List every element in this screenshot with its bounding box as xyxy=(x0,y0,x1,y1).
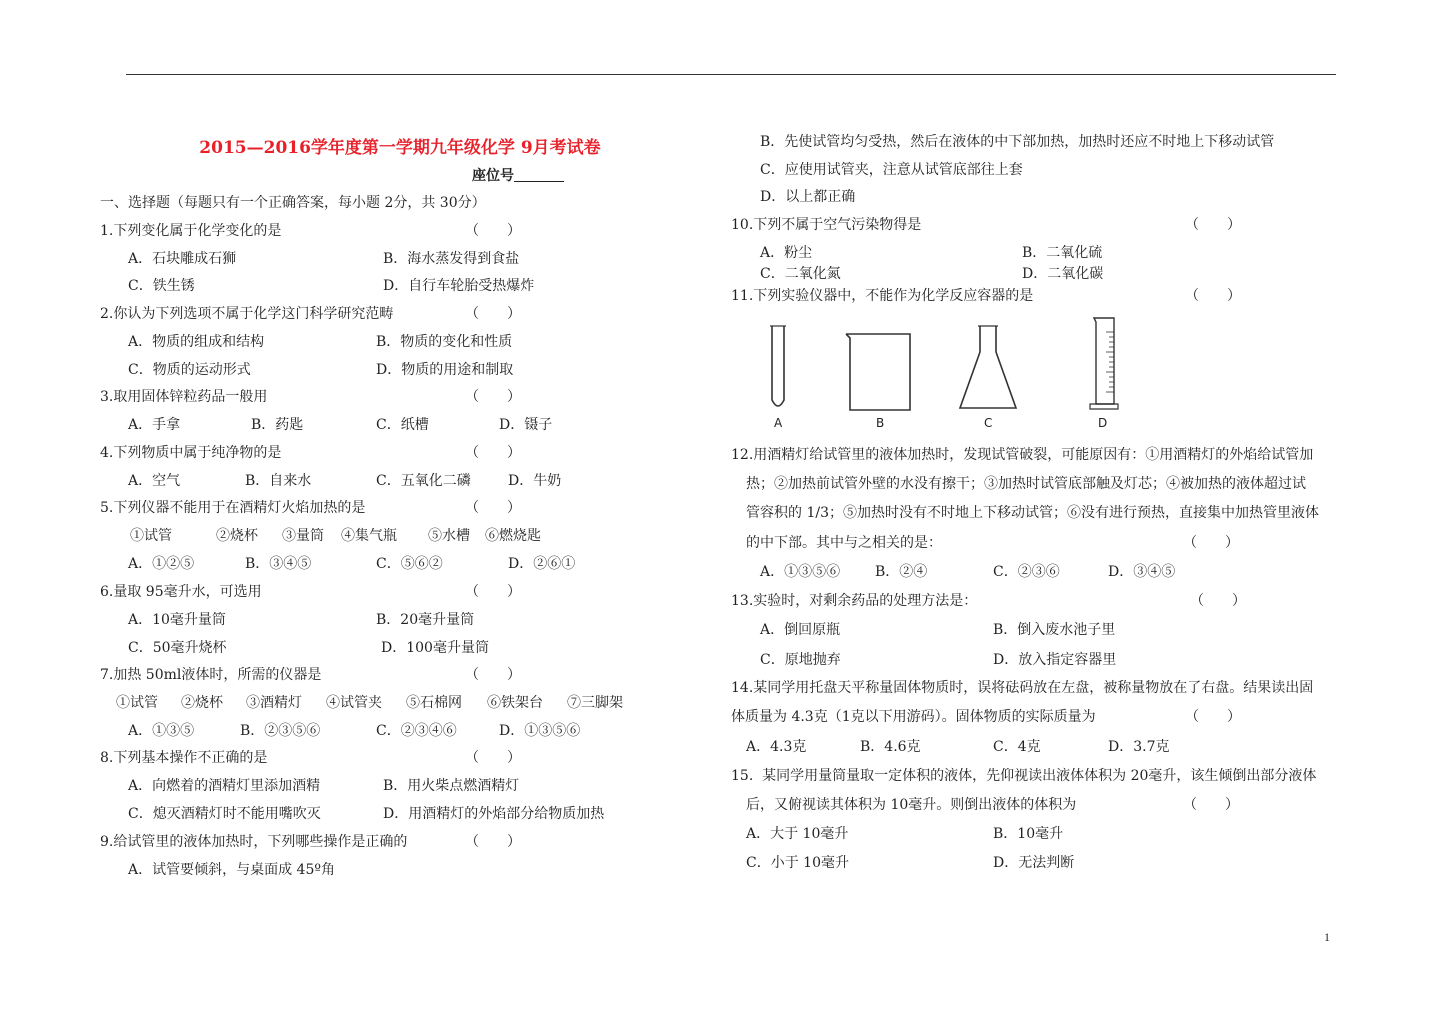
question-stem: 2.你认为下列选项不属于化学这门科学研究范畴 xyxy=(100,306,394,322)
option: A．①③⑤⑥ xyxy=(760,564,841,580)
option: B．二氧化硫 xyxy=(1022,245,1103,261)
beaker-icon xyxy=(846,334,910,410)
question-stem: 5.下列仪器不能用于在酒精灯火焰加热的是 xyxy=(100,500,366,516)
option: A．大于 10毫升 xyxy=(746,826,849,842)
question-line: 的中下部。其中与之相关的是： xyxy=(746,535,942,551)
option: D．二氧化碳 xyxy=(1022,266,1104,282)
option: C．铁生锈 xyxy=(128,278,195,294)
option: C．熄灭酒精灯时不能用嘴吹灭 xyxy=(128,806,321,822)
option: B．倒入废水池子里 xyxy=(993,622,1116,638)
option: C．应使用试管夹，注意从试管底部往上套 xyxy=(760,162,1023,178)
option: C．②③④⑥ xyxy=(376,723,457,739)
question-stem: 11.下列实验仪器中，不能作为化学反应容器的是 xyxy=(731,288,1034,304)
item: ⑦三脚架 xyxy=(567,695,623,711)
option: D．③④⑤ xyxy=(1108,564,1176,580)
question-line: 体质量为 4.3克（1克以下用游码）。固体物质的实际质量为 xyxy=(731,709,1096,725)
question-stem: 6.量取 95毫升水，可选用 xyxy=(100,584,262,600)
question-line: 15. 某同学用量筒量取一定体积的液体，先仰视读出液体体积为 20毫升，该生倾倒出部分液体 xyxy=(731,768,1317,784)
answer-paren: （ ） xyxy=(465,223,521,239)
option: D．用酒精灯的外焰部分给物质加热 xyxy=(383,806,605,822)
item: ③酒精灯 xyxy=(246,695,302,711)
answer-paren: （ ） xyxy=(465,500,521,516)
answer-paren: （ ） xyxy=(465,750,521,766)
question-stem: 8.下列基本操作不正确的是 xyxy=(100,750,268,766)
question-stem: 13.实验时，对剩余药品的处理方法是： xyxy=(731,593,978,609)
item: ⑤水槽 xyxy=(428,528,470,544)
option: D．牛奶 xyxy=(508,473,562,489)
option: D．无法判断 xyxy=(993,855,1075,871)
option: A．粉尘 xyxy=(760,245,813,261)
option: C．五氧化二磷 xyxy=(376,473,471,489)
option: B．20毫升量筒 xyxy=(376,612,475,628)
question-line: 12.用酒精灯给试管里的液体加热时，发现试管破裂，可能原因有：①用酒精灯的外焰给试管加 xyxy=(731,447,1314,463)
item: ④集气瓶 xyxy=(341,528,397,544)
option: B．先使试管均匀受热，然后在液体的中下部加热，加热时还应不时地上下移动试管 xyxy=(760,134,1275,150)
item: ⑥燃烧匙 xyxy=(485,528,541,544)
item: ①试管 xyxy=(130,528,172,544)
question-stem: 4.下列物质中属于纯净物的是 xyxy=(100,445,282,461)
option: D．镊子 xyxy=(499,417,553,433)
page-title: 2015—2016学年度第一学期九年级化学 9月考试卷 xyxy=(199,138,601,158)
item: ②烧杯 xyxy=(181,695,223,711)
item: ③量筒 xyxy=(282,528,324,544)
option: D．物质的用途和制取 xyxy=(376,362,514,378)
option: A．物质的组成和结构 xyxy=(128,334,265,350)
option: B．4.6克 xyxy=(860,739,921,755)
option: D．②⑥① xyxy=(508,556,576,572)
option: C．②③⑥ xyxy=(993,564,1060,580)
item: ⑥铁架台 xyxy=(487,695,543,711)
section-heading: 一、选择题（每题只有一个正确答案，每小题 2分，共 30分） xyxy=(100,195,486,211)
question-stem: 1.下列变化属于化学变化的是 xyxy=(100,223,282,239)
test-tube-icon xyxy=(770,326,786,406)
answer-paren: （ ） xyxy=(465,389,521,405)
option: A．向燃着的酒精灯里添加酒精 xyxy=(128,778,321,794)
option: B．③④⑤ xyxy=(245,556,312,572)
answer-paren: （ ） xyxy=(465,306,521,322)
question-stem: 7.加热 50ml液体时，所需的仪器是 xyxy=(100,667,322,683)
lab-apparatus-figure xyxy=(760,312,1140,434)
question-stem: 9.给试管里的液体加热时，下列哪些操作是正确的 xyxy=(100,834,408,850)
answer-paren: （ ） xyxy=(1183,797,1239,813)
answer-paren: （ ） xyxy=(465,445,521,461)
answer-paren: （ ） xyxy=(465,667,521,683)
answer-paren: （ ） xyxy=(1185,709,1241,725)
option: C．⑤⑥② xyxy=(376,556,443,572)
answer-paren: （ ） xyxy=(1183,535,1239,551)
option: A．①②⑤ xyxy=(128,556,195,572)
option: B．用火柴点燃酒精灯 xyxy=(383,778,520,794)
option: C．二氧化氮 xyxy=(760,266,841,282)
seat-blank xyxy=(514,167,564,182)
figure-label-c: C xyxy=(984,416,993,430)
answer-paren: （ ） xyxy=(1185,288,1241,304)
question-line: 热；②加热前试管外壁的水没有擦干；③加热时试管底部触及灯芯；④被加热的液体超过试 xyxy=(746,476,1306,492)
option: A．4.3克 xyxy=(746,739,807,755)
option: B．10毫升 xyxy=(993,826,1064,842)
header-rule xyxy=(126,74,1336,75)
option: D．100毫升量筒 xyxy=(381,640,489,656)
option: D．自行车轮胎受热爆炸 xyxy=(383,278,535,294)
option: B．自来水 xyxy=(245,473,312,489)
item: ⑤石棉网 xyxy=(406,695,462,711)
figure-label-a: A xyxy=(774,416,783,430)
option: A．石块雕成石狮 xyxy=(128,251,237,267)
option: A．手拿 xyxy=(128,417,181,433)
answer-paren: （ ） xyxy=(465,584,521,600)
option: B．药匙 xyxy=(251,417,304,433)
item: ①试管 xyxy=(116,695,158,711)
option: A．空气 xyxy=(128,473,181,489)
question-stem: 10.下列不属于空气污染物得是 xyxy=(731,217,922,233)
option: A．倒回原瓶 xyxy=(760,622,841,638)
conical-flask-icon xyxy=(960,326,1016,408)
answer-paren: （ ） xyxy=(1190,593,1246,609)
option: C．小于 10毫升 xyxy=(746,855,849,871)
seat-number-field xyxy=(472,165,564,185)
option: A．①③⑤ xyxy=(128,723,195,739)
figure-label-b: B xyxy=(876,416,885,430)
question-stem: 3.取用固体锌粒药品一般用 xyxy=(100,389,268,405)
option: C．4克 xyxy=(993,739,1041,755)
option: B．物质的变化和性质 xyxy=(376,334,513,350)
option: D．以上都正确 xyxy=(760,189,856,205)
seat-label: 座位号 xyxy=(472,168,514,184)
page-number: 1 xyxy=(1324,930,1330,944)
option: D．3.7克 xyxy=(1108,739,1170,755)
option: C．50毫升烧杯 xyxy=(128,640,227,656)
option: C．原地抛弃 xyxy=(760,652,841,668)
item: ④试管夹 xyxy=(326,695,382,711)
question-line: 管容积的 1/3；⑤加热时没有不时地上下移动试管；⑥没有进行预热，直接集中加热管里液体 xyxy=(746,505,1319,521)
answer-paren: （ ） xyxy=(1185,217,1241,233)
option: C．物质的运动形式 xyxy=(128,362,251,378)
graduated-cylinder-icon xyxy=(1090,318,1118,409)
option: B．②④ xyxy=(875,564,928,580)
question-line: 后，又俯视读其体积为 10毫升。则倒出液体的体积为 xyxy=(746,797,1077,813)
question-line: 14.某同学用托盘天平称量固体物质时，误将砝码放在左盘，被称量物放在了右盘。结果读出固 xyxy=(731,680,1314,696)
option: B．②③⑤⑥ xyxy=(240,723,321,739)
option: A．10毫升量筒 xyxy=(128,612,226,628)
answer-paren: （ ） xyxy=(465,834,521,850)
option: D．①③⑤⑥ xyxy=(499,723,581,739)
option: B．海水蒸发得到食盐 xyxy=(383,251,520,267)
option: C．纸槽 xyxy=(376,417,429,433)
figure-label-d: D xyxy=(1098,416,1108,430)
option: A．试管要倾斜，与桌面成 45º角 xyxy=(128,862,335,878)
option: D．放入指定容器里 xyxy=(993,652,1117,668)
item: ②烧杯 xyxy=(216,528,258,544)
